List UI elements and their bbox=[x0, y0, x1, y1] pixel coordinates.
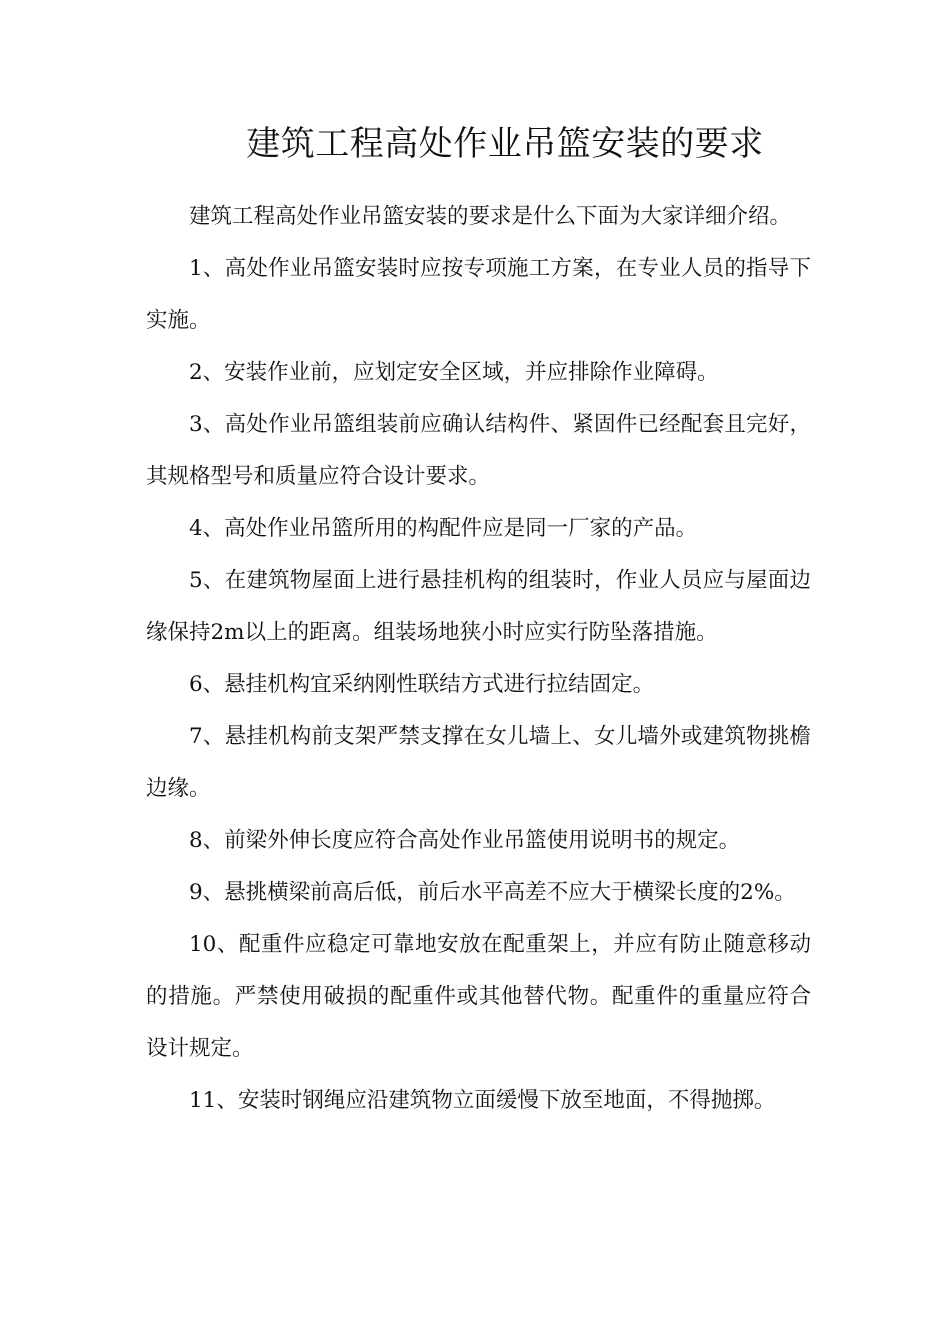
paragraph-item-4: 4、高处作业吊篮所用的构配件应是同一厂家的产品。 bbox=[189, 516, 698, 541]
paragraph-item-7: 7、悬挂机构前支架严禁支撑在女儿墙上、女儿墙外或建筑物挑檐边缘。 bbox=[146, 724, 811, 801]
document-body bbox=[146, 191, 811, 1127]
intro-paragraph: 建筑工程高处作业吊篮安装的要求是什么下面为大家详细介绍。 bbox=[189, 204, 792, 229]
paragraph-item-5: 5、在建筑物屋面上进行悬挂机构的组装时，作业人员应与屋面边缘保持2m以上的距离。组装场地狭小时应实行防坠落措施。 bbox=[146, 568, 811, 645]
document-title: 建筑工程高处作业吊篮安装的要求 bbox=[246, 124, 764, 164]
paragraph-item-8: 8、前梁外伸长度应符合高处作业吊篮使用说明书的规定。 bbox=[189, 828, 741, 853]
paragraph-item-6: 6、悬挂机构宜采纳刚性联结方式进行拉结固定。 bbox=[189, 672, 655, 697]
paragraph-item-11: 11、安装时钢绳应沿建筑物立面缓慢下放至地面，不得抛掷。 bbox=[189, 1088, 776, 1113]
paragraph-item-1: 1、高处作业吊篮安装时应按专项施工方案，在专业人员的指导下实施。 bbox=[146, 256, 811, 333]
paragraph-item-9: 9、悬挑横梁前高后低，前后水平高差不应大于横梁长度的2%。 bbox=[189, 880, 796, 905]
paragraph-item-3: 3、高处作业吊篮组装前应确认结构件、紧固件已经配套且完好，其规格型号和质量应符合设计要求。 bbox=[146, 412, 811, 489]
paragraph-item-2: 2、安装作业前，应划定安全区域，并应排除作业障碍。 bbox=[189, 360, 719, 385]
paragraph-item-10: 10、配重件应稳定可靠地安放在配重架上，并应有防止随意移动的措施。严禁使用破损的配重件或其他替代物。配重件的重量应符合设计规定。 bbox=[146, 932, 811, 1061]
